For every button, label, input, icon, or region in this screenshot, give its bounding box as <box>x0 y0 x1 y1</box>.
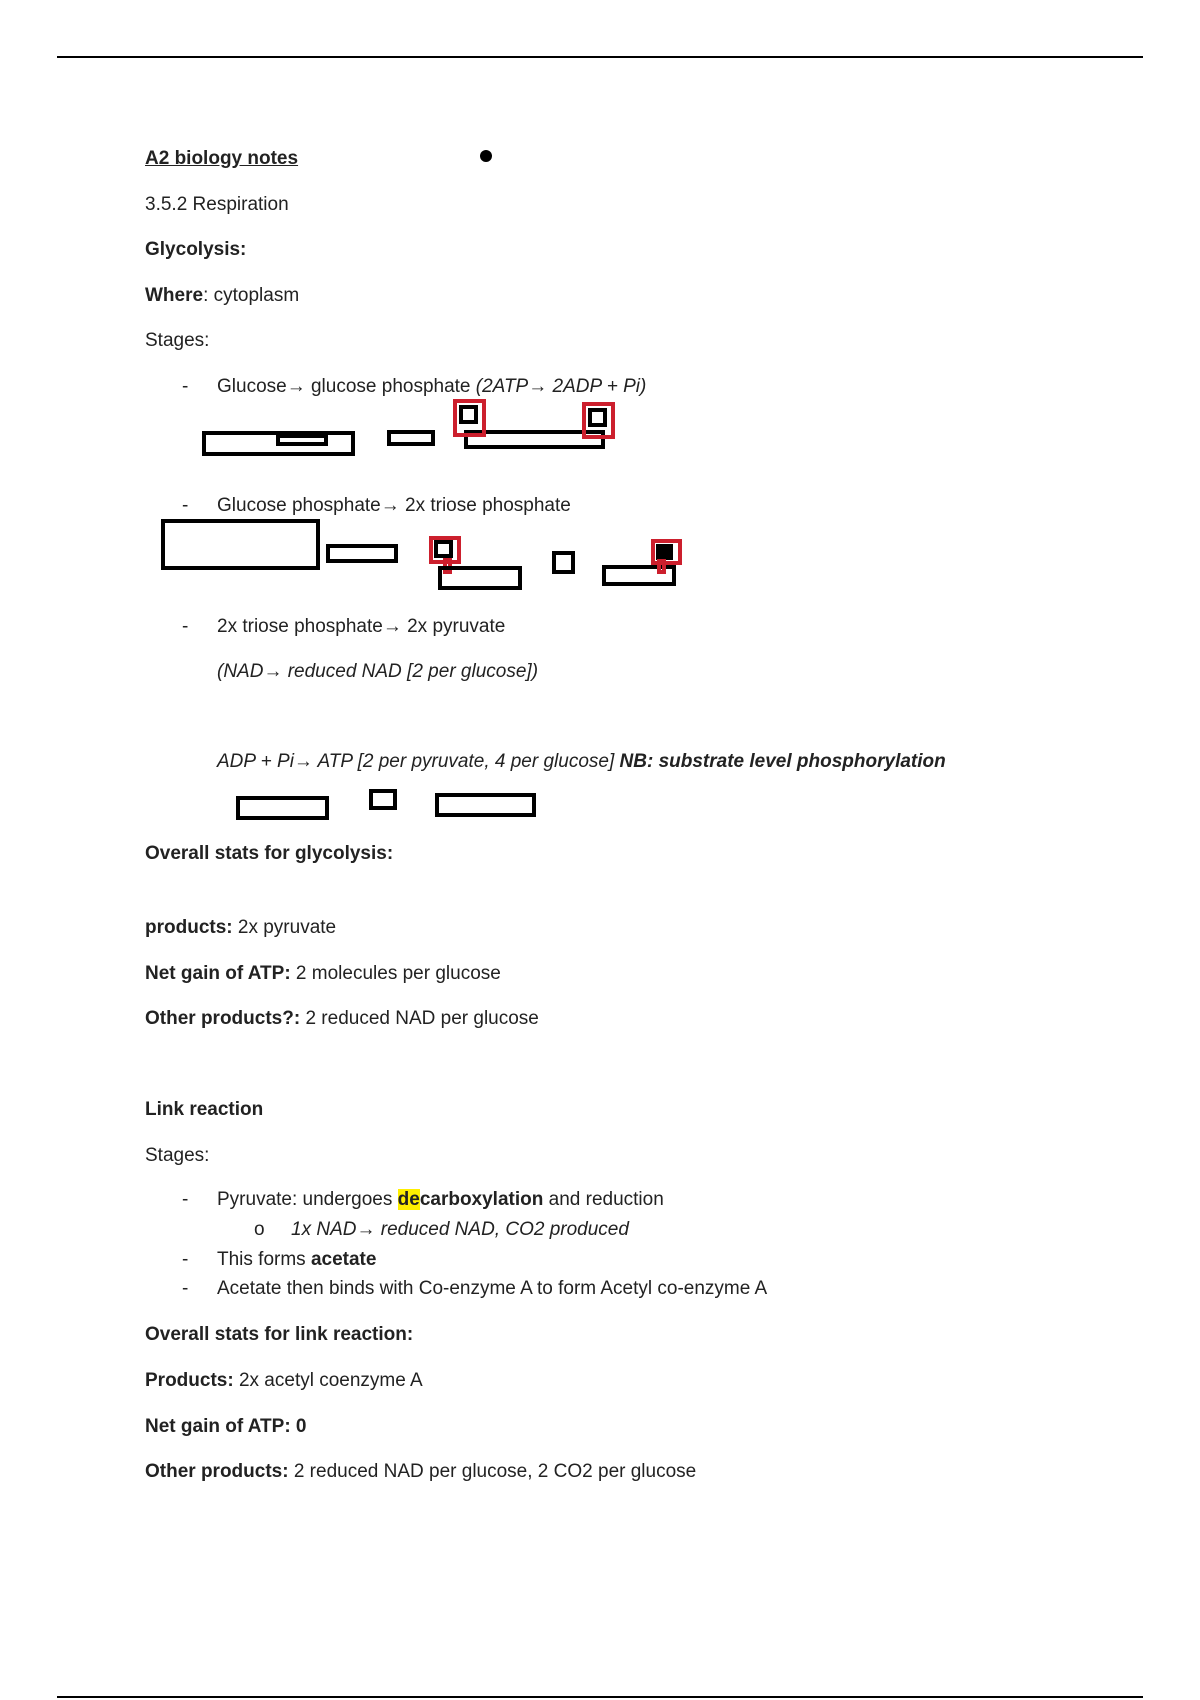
glycolysis-heading: Glycolysis: <box>145 239 247 260</box>
small-square <box>554 553 573 572</box>
step-1-note: (2ATP→ 2ADP + Pi) <box>475 376 647 397</box>
bullet-marker: - <box>182 1189 189 1210</box>
bullet-marker: - <box>182 376 189 397</box>
b1-suffix: and reduction <box>543 1189 664 1210</box>
glycolysis-step-2: Glucose phosphate→ 2x triose phosphate <box>217 495 571 516</box>
glucose-phosphate-box <box>163 521 318 568</box>
net-gain-value: 2 molecules per glucose <box>290 963 501 984</box>
b1-highlight: de <box>397 1189 420 1210</box>
bullet-marker: - <box>182 1278 189 1299</box>
link-sub-bullet: 1x NAD→ reduced NAD, CO2 produced <box>291 1219 629 1240</box>
b2-prefix: This forms <box>217 1249 311 1270</box>
bullet-marker: - <box>182 1249 189 1270</box>
atp-sketch <box>238 791 534 818</box>
link-overall-heading: Overall stats for link reaction: <box>145 1324 414 1345</box>
link-other-label: Other products: <box>145 1461 289 1482</box>
glucose-inner-box <box>278 436 326 444</box>
small-square <box>371 791 395 808</box>
link-reaction-heading: Link reaction <box>145 1099 264 1120</box>
ink-dot <box>480 150 492 162</box>
products-label: products: <box>145 917 233 938</box>
phosphate-square <box>461 407 476 422</box>
sub-bullet-marker: o <box>254 1219 265 1240</box>
link-bullet-3: Acetate then binds with Co-enzyme A to form Acetyl co-enzyme A <box>217 1278 768 1299</box>
glycolysis-step-3: 2x triose phosphate→ 2x pyruvate <box>217 616 506 637</box>
where-value: : cytoplasm <box>203 285 300 306</box>
page-title: A2 biology notes <box>145 148 299 169</box>
section-title: 3.5.2 Respiration <box>145 194 289 215</box>
step-1-text: Glucose→ glucose phosphate <box>217 376 476 397</box>
phosphate-square <box>590 410 605 425</box>
other-products-label: Other products?: <box>145 1008 301 1029</box>
footer-rule <box>57 1696 1143 1698</box>
small-box <box>389 432 433 444</box>
bullet-marker: - <box>182 495 189 516</box>
phosphate-square <box>436 542 451 556</box>
link-other-value: 2 reduced NAD per glucose, 2 CO2 per glucose <box>288 1461 697 1482</box>
small-bar <box>328 546 396 561</box>
step-1-sketch <box>204 401 613 454</box>
step-2-sketch <box>163 521 680 588</box>
bullet-marker: - <box>182 616 189 637</box>
link-products-label: Products: <box>145 1370 234 1391</box>
atp-note: ADP + Pi→ ATP [2 per pyruvate, 4 per glucose] <box>217 751 620 772</box>
link-net-gain: Net gain of ATP: 0 <box>145 1416 307 1437</box>
where-label: Where <box>145 285 204 306</box>
stages-label: Stages: <box>145 330 210 351</box>
b1-prefix: Pyruvate: undergoes <box>217 1189 398 1210</box>
step-3-note: (NAD→ reduced NAD [2 per glucose]) <box>217 661 539 682</box>
phosphate-filled-square <box>656 544 673 560</box>
net-gain-label: Net gain of ATP: <box>145 963 291 984</box>
products-value: 2x pyruvate <box>232 917 337 938</box>
b1-bold: carboxylation <box>419 1189 544 1210</box>
atp-nb: NB: substrate level phosphorylation <box>619 751 946 772</box>
glycolysis-overall-heading: Overall stats for glycolysis: <box>145 843 394 864</box>
b2-bold: acetate <box>310 1249 377 1270</box>
bar <box>238 798 327 818</box>
link-stages-label: Stages: <box>145 1145 210 1166</box>
link-products-value: 2x acetyl coenzyme A <box>233 1370 423 1391</box>
other-products-value: 2 reduced NAD per glucose <box>300 1008 539 1029</box>
bar <box>437 795 534 815</box>
